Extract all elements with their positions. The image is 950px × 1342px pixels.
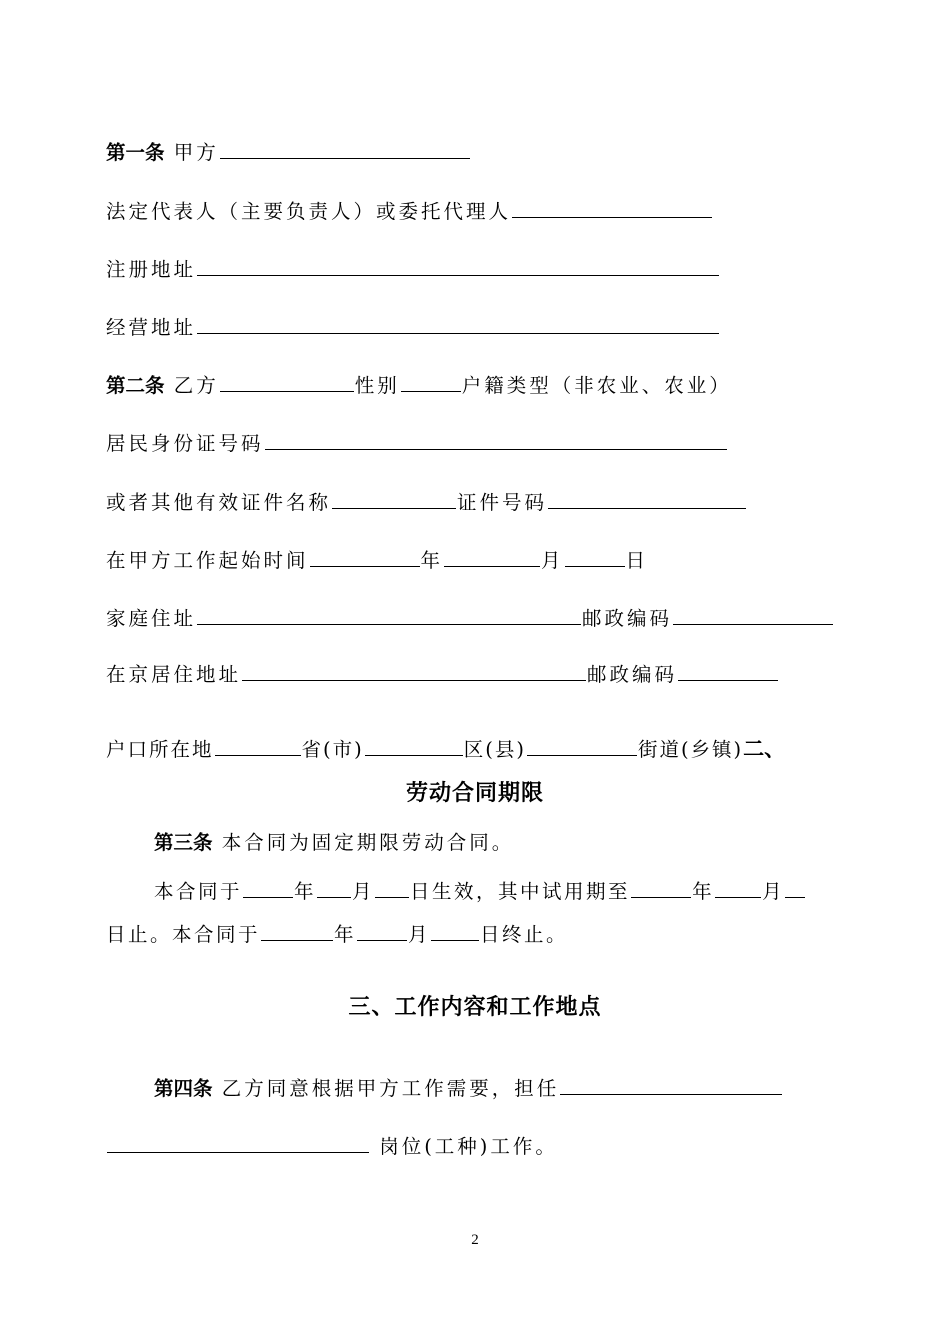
party-b-blank[interactable] (220, 371, 354, 392)
street-label: 街道(乡镇) (637, 738, 744, 761)
cert-number-label: 证件号码 (457, 491, 548, 514)
biz-address-blank[interactable] (197, 313, 719, 334)
article4-line2 (106, 1132, 558, 1160)
section2-title: 劳动合同期限 (405, 781, 544, 806)
postcode-label: 邮政编码 (582, 607, 673, 630)
party-a-blank[interactable] (220, 138, 470, 159)
home-address-blank[interactable] (197, 604, 581, 625)
start-time-line (106, 546, 648, 574)
street-blank[interactable] (527, 735, 637, 756)
postcode-blank[interactable] (673, 604, 833, 625)
position-blank-2[interactable] (107, 1132, 369, 1153)
party-b-label: 乙方 (173, 374, 219, 397)
biz-address-line (106, 313, 720, 341)
id-number-label: 居民身份证号码 (106, 432, 264, 455)
effective-day-blank[interactable] (375, 877, 409, 898)
year-label: 年 (294, 880, 317, 903)
hukou-type-label: 户籍类型（非农业、农业） (461, 374, 732, 397)
cert-number-blank[interactable] (548, 488, 746, 509)
year-label: 年 (334, 923, 357, 946)
district-blank[interactable] (365, 735, 463, 756)
trial-month-blank[interactable] (715, 877, 761, 898)
start-time-label: 在甲方工作起始时间 (106, 549, 309, 572)
effective-month-blank[interactable] (317, 877, 351, 898)
beijing-address-label: 在京居住地址 (106, 663, 242, 686)
article4-title: 第四条 (154, 1077, 213, 1100)
month-label: 月 (762, 880, 785, 903)
month-label: 月 (541, 549, 564, 572)
trial-day-blank[interactable] (785, 877, 805, 898)
effective-year-blank[interactable] (243, 877, 293, 898)
home-address-line (106, 604, 834, 632)
contract-from-label: 本合同于 (154, 880, 243, 903)
province-blank[interactable] (215, 735, 301, 756)
gender-blank[interactable] (401, 371, 461, 392)
reg-address-line (106, 255, 720, 283)
article3-line3 (106, 920, 568, 948)
section2-number: 二、 (743, 737, 786, 761)
article2-title: 第二条 (106, 374, 165, 397)
other-id-label: 或者其他有效证件名称 (106, 491, 332, 514)
position-blank[interactable] (560, 1074, 782, 1095)
home-address-label: 家庭住址 (106, 607, 197, 630)
beijing-address-blank[interactable] (242, 660, 586, 681)
page-number: 2 (471, 1232, 479, 1248)
article4-text: 乙方同意根据甲方工作需要，担任 (221, 1077, 560, 1100)
hukou-location-label: 户口所在地 (106, 738, 214, 761)
end-year-blank[interactable] (261, 920, 333, 941)
year-label: 年 (420, 549, 444, 572)
start-month-blank[interactable] (444, 546, 540, 567)
end-label: 日止。本合同于 (106, 923, 261, 946)
province-label: 省(市) (301, 738, 364, 761)
start-year-blank[interactable] (310, 546, 420, 567)
article3-line1 (154, 830, 514, 856)
postcode2-blank[interactable] (678, 660, 778, 681)
section3-title: 三、工作内容和工作地点 (348, 995, 602, 1020)
article3-line2 (154, 877, 806, 905)
article3-title: 第三条 (154, 831, 213, 854)
end-day-blank[interactable] (431, 920, 479, 941)
start-day-blank[interactable] (565, 546, 625, 567)
day-label: 日 (625, 549, 649, 572)
reg-address-blank[interactable] (197, 255, 719, 276)
biz-address-label: 经营地址 (106, 316, 197, 339)
terminate-label: 日终止。 (480, 923, 569, 946)
effective-label: 日生效，其中试用期至 (410, 880, 631, 903)
month-label: 月 (352, 880, 375, 903)
reg-address-label: 注册地址 (106, 258, 197, 281)
id-number-line (106, 429, 728, 457)
party-a-label: 甲方 (173, 141, 219, 164)
article4-line1 (154, 1074, 783, 1102)
article3-text: 本合同为固定期限劳动合同。 (221, 831, 515, 854)
gender-label: 性别 (354, 374, 400, 397)
other-id-line (106, 488, 747, 516)
postcode2-label: 邮政编码 (587, 663, 678, 686)
post-label: 岗位(工种)工作。 (379, 1135, 558, 1158)
month-label: 月 (408, 923, 431, 946)
id-number-blank[interactable] (265, 429, 727, 450)
other-id-blank[interactable] (332, 488, 456, 509)
beijing-address-line (106, 660, 779, 688)
article1-title: 第一条 (106, 141, 165, 164)
article1-party-a-line (106, 138, 471, 166)
legal-rep-blank[interactable] (512, 197, 712, 218)
end-month-blank[interactable] (357, 920, 407, 941)
article2-party-b-line (106, 371, 732, 399)
year-label: 年 (692, 880, 715, 903)
district-label: 区(县) (463, 738, 526, 761)
legal-rep-line (106, 197, 713, 225)
trial-year-blank[interactable] (631, 877, 691, 898)
hukou-location-line (106, 735, 785, 763)
legal-rep-label: 法定代表人（主要负责人）或委托代理人 (106, 200, 512, 223)
